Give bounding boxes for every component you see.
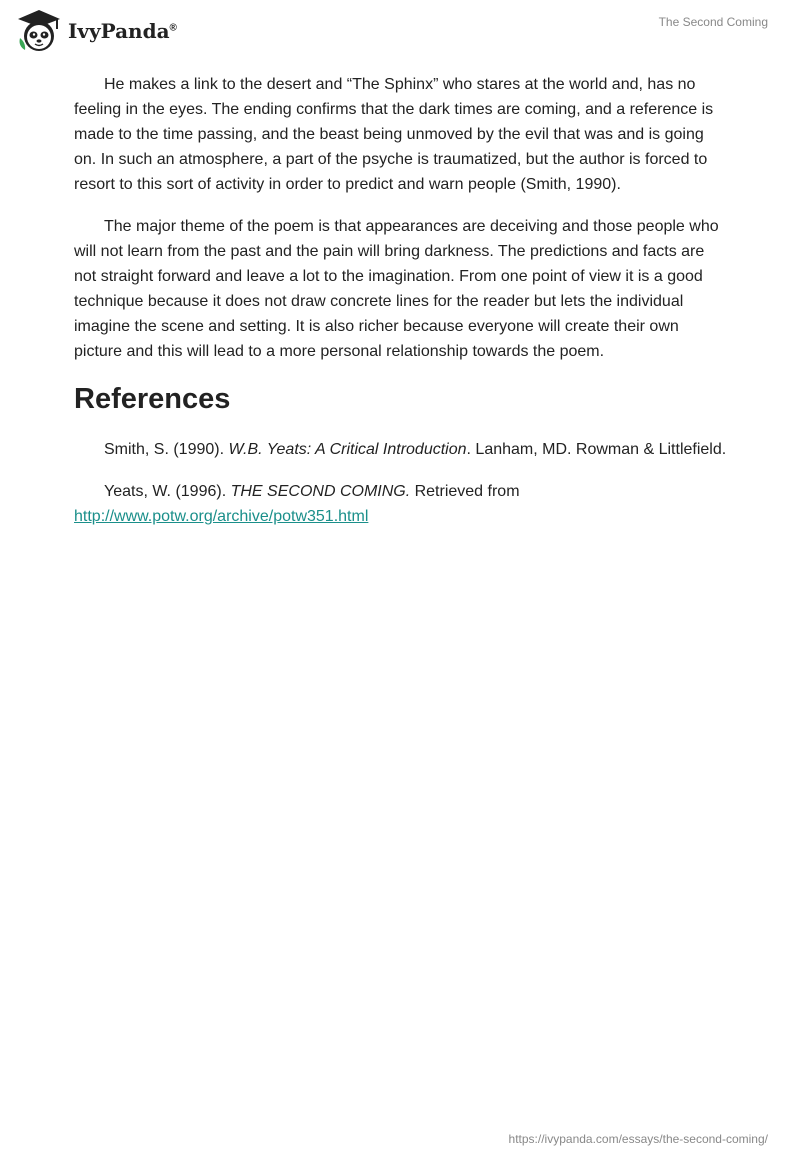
- registered-mark: ®: [169, 22, 177, 34]
- panda-logo-icon: [16, 8, 62, 54]
- logo-wordmark: IvyPanda®: [68, 19, 177, 43]
- reference-author: Smith, S. (1990).: [104, 441, 229, 458]
- reference-link[interactable]: http://www.potw.org/archive/potw351.html: [74, 508, 369, 525]
- references-heading: References: [74, 383, 231, 415]
- footer-url: https://ivypanda.com/essays/the-second-coming/: [508, 1132, 768, 1146]
- reference-title: W.B. Yeats: A Critical Introduction: [228, 441, 467, 458]
- document-body: [74, 72, 730, 546]
- body-paragraph-1: He makes a link to the desert and “The Sphinx” who stares at the world and, has no feeling in the eyes. The ending confirms that the dark times are coming, and a reference is made to the time passing, and the beast being unmoved by the evil that was and is going on. In such an atmosphere, a part of the psyche is traumatized, but the author is forced to resort to this sort of activity in order to predict and warn people (Smith, 1990).: [74, 76, 714, 193]
- reference-retrieved: Retrieved from: [410, 483, 520, 500]
- reference-author: Yeats, W. (1996).: [104, 483, 231, 500]
- document-title: The Second Coming: [658, 15, 768, 29]
- ivypanda-logo[interactable]: [16, 8, 177, 54]
- reference-item-2: [74, 479, 730, 529]
- body-paragraph-2: The major theme of the poem is that appearances are deceiving and those people who will not learn from the past and the pain will bring darkness. The predictions and facts are not straight forward and leave a lot to the imagination. From one point of view it is a good technique because it does not draw concrete lines for the reader but lets the individual imagine the scene and setting. It is also richer because everyone will create their own picture and this will lead to a more personal relationship towards the poem.: [74, 218, 719, 360]
- reference-title: THE SECOND COMING.: [230, 483, 411, 500]
- reference-publisher: . Lanham, MD. Rowman & Littlefield.: [466, 441, 727, 458]
- page-header: [0, 0, 800, 64]
- reference-item-1: [74, 437, 730, 462]
